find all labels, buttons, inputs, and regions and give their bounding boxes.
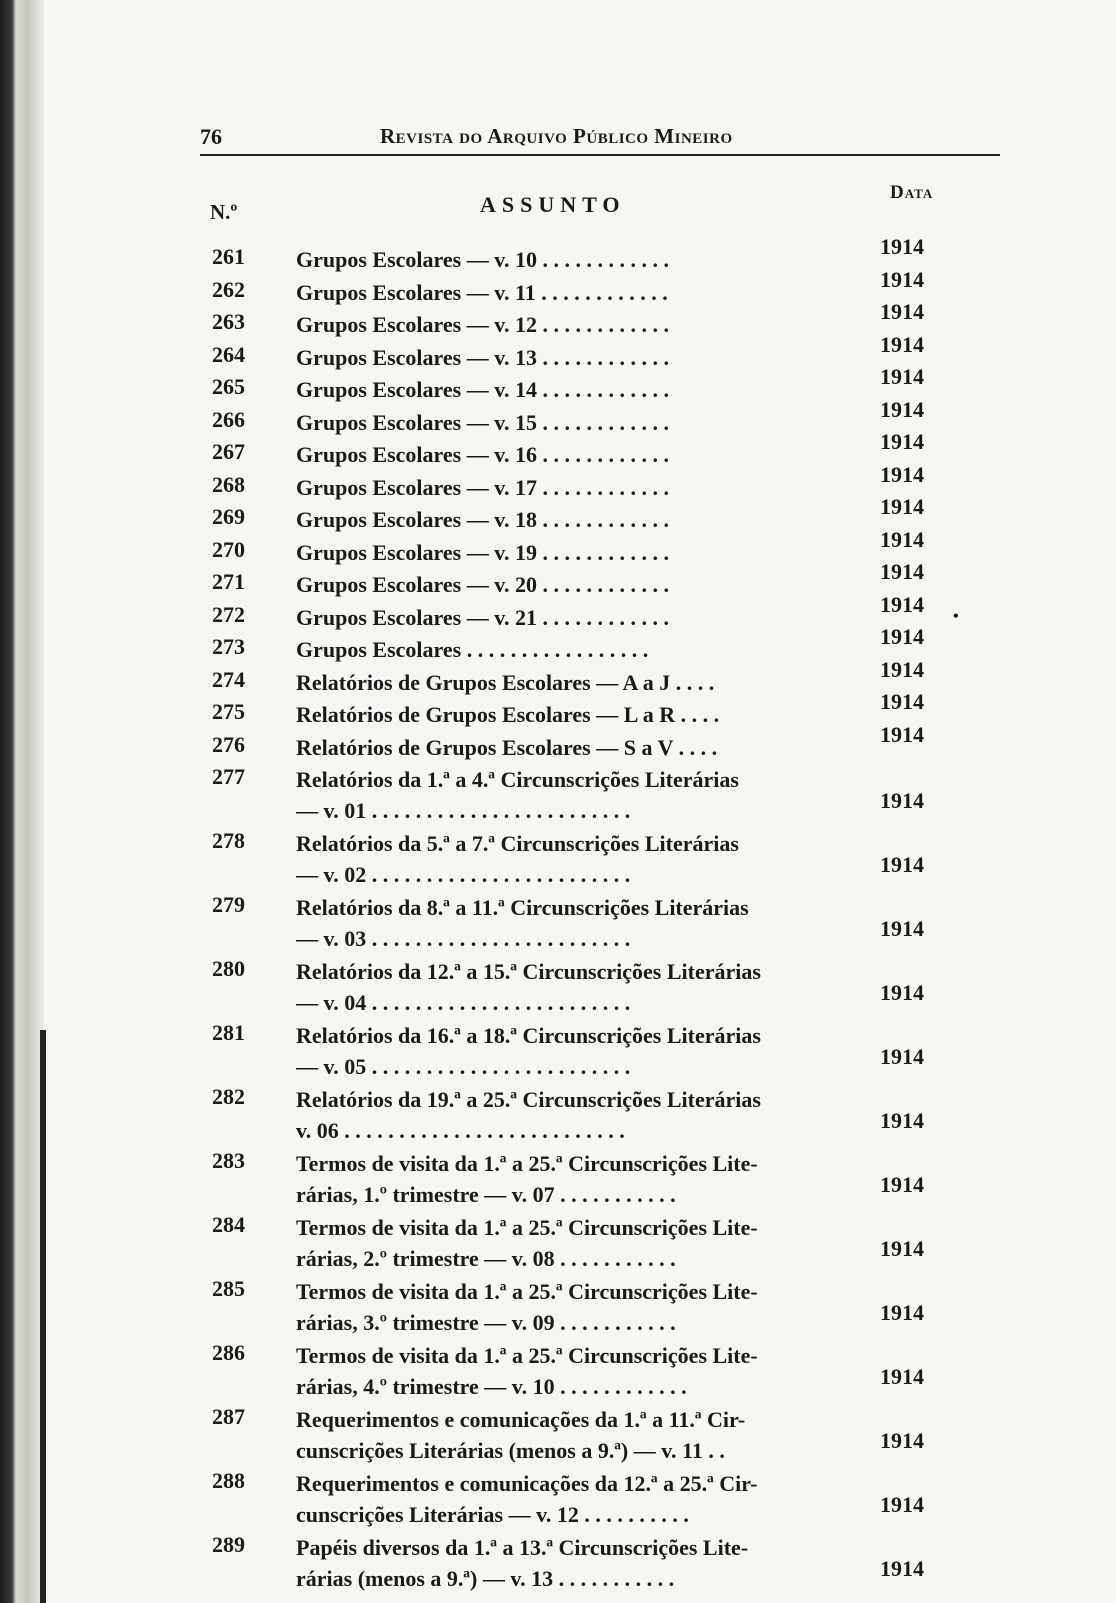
journal-title: Revista do Arquivo Público Mineiro [380, 124, 733, 148]
entry-subject-line: Grupos Escolares — v. 12 . . . . . . . . . . . . [296, 312, 670, 337]
entry-number: 289 [212, 1532, 245, 1557]
entry-number: 277 [212, 764, 245, 789]
entry-number: 285 [212, 1276, 245, 1301]
entry-date: 1914 [880, 980, 924, 1005]
entry-number: 283 [212, 1148, 245, 1173]
entry-subject-line: Grupos Escolares — v. 18 . . . . . . . . . . . . [296, 507, 670, 532]
entry-subject-line: Relatórios da 1.ª a 4.ª Circunscrições Literárias [296, 767, 739, 792]
entry-subject [296, 342, 876, 373]
entry-subject-line: Termos de visita da 1.ª a 25.ª Circunscrições Lite- [296, 1279, 758, 1304]
table-row [200, 1528, 1000, 1592]
entry-number: 268 [212, 471, 245, 497]
entry-subject-line: Relatórios da 16.ª a 18.ª Circunscrições Literárias [296, 1023, 761, 1048]
table-row [200, 721, 1000, 761]
entry-subject [296, 309, 876, 340]
entry-subject [296, 1468, 876, 1530]
entry-number: 286 [212, 1340, 245, 1365]
entry-subject-line: Requerimentos e comunicações da 1.ª a 11.ª Cir- [296, 1407, 746, 1432]
entry-number: 271 [212, 569, 245, 594]
entry-subject [296, 1532, 876, 1594]
entry-date: 1914 [880, 721, 924, 747]
entry-subject [296, 892, 876, 954]
entry-date: 1914 [880, 689, 924, 714]
table-row [200, 952, 1000, 1016]
column-header-date: Data [890, 182, 934, 203]
table-row [200, 888, 1000, 952]
entry-date: 1914 [880, 624, 924, 649]
entry-subject-line: — v. 01 . . . . . . . . . . . . . . . . . . . . . . . . [296, 798, 631, 823]
entry-subject-line: Grupos Escolares — v. 17 . . . . . . . . . . . . [296, 474, 670, 500]
entry-date: 1914 [880, 1492, 924, 1517]
table-row [200, 1144, 1000, 1208]
entry-subject-line: Grupos Escolares — v. 14 . . . . . . . . . . . . [296, 377, 670, 402]
table-row [200, 1080, 1000, 1144]
entry-date: 1914 [880, 656, 924, 682]
entry-subject [296, 1148, 876, 1210]
entry-subject-line: Relatórios de Grupos Escolares — L a R . . . . [296, 702, 720, 727]
entry-number: 276 [212, 731, 245, 757]
entry-date: 1914 [880, 461, 924, 487]
entry-date: 1914 [880, 1556, 924, 1581]
entry-subject [296, 472, 876, 503]
entry-subject [296, 699, 876, 730]
entry-number: 284 [212, 1212, 245, 1237]
entry-subject-line: Grupos Escolares — v. 13 . . . . . . . . . . . . [296, 344, 670, 370]
entry-number: 274 [212, 666, 245, 692]
entry-subject-line: Grupos Escolares — v. 20 . . . . . . . . . . . . [296, 572, 670, 597]
entry-date: 1914 [880, 396, 924, 422]
entry-date: 1914 [880, 916, 924, 941]
entry-subject-line: rárias, 1.º trimestre — v. 07 . . . . . . . . . . . [296, 1182, 676, 1207]
column-header-number: N.º [210, 200, 238, 224]
running-head [200, 120, 1000, 156]
entry-subject [296, 1212, 876, 1274]
marginal-mark: • [953, 608, 959, 625]
entry-number: 282 [212, 1084, 245, 1109]
entry-number: 278 [212, 828, 245, 853]
entry-subject [296, 828, 876, 890]
entry-subject [296, 1340, 876, 1402]
table-row [200, 1208, 1000, 1272]
entry-subject [296, 764, 876, 826]
entry-subject-line: rárias (menos a 9.ª) — v. 13 . . . . . . . . . . . [296, 1566, 675, 1591]
entry-subject-line: cunscrições Literárias — v. 12 . . . . . . . . . . [296, 1502, 689, 1527]
entry-subject [296, 1084, 876, 1146]
entry-subject [296, 1020, 876, 1082]
entry-date: 1914 [880, 364, 924, 389]
entry-number: 272 [212, 601, 245, 627]
entry-subject [296, 956, 876, 1018]
entry-subject [296, 569, 876, 600]
entry-subject [296, 439, 876, 470]
entry-number: 264 [212, 341, 245, 367]
entry-date: 1914 [880, 1172, 924, 1197]
entry-subject-line: Relatórios de Grupos Escolares — A a J . . . . [296, 669, 715, 695]
entry-date: 1914 [880, 429, 924, 454]
binding-shadow [40, 1030, 46, 1603]
entry-number: 288 [212, 1468, 245, 1493]
table-row [200, 824, 1000, 888]
entry-subject [296, 244, 876, 275]
entry-subject-line: rárias, 3.º trimestre — v. 09 . . . . . . . . . . . [296, 1310, 676, 1335]
entry-subject-line: Relatórios da 5.ª a 7.ª Circunscrições Literárias [296, 831, 739, 856]
entry-subject-line: Grupos Escolares — v. 21 . . . . . . . . . . . . [296, 604, 670, 630]
entry-subject-line: Grupos Escolares — v. 16 . . . . . . . . . . . . [296, 442, 670, 467]
entry-subject [296, 537, 876, 568]
entry-number: 279 [212, 892, 245, 917]
entry-subject-line: Requerimentos e comunicações da 12.ª a 25.ª Cir- [296, 1471, 758, 1496]
entry-number: 280 [212, 956, 245, 981]
entry-subject [296, 1276, 876, 1338]
entry-date: 1914 [880, 1236, 924, 1261]
entry-subject-line: Papéis diversos da 1.ª a 13.ª Circunscrições Lite- [296, 1535, 749, 1560]
table-row [200, 1400, 1000, 1464]
entry-number: 263 [212, 309, 245, 334]
entry-subject-line: — v. 04 . . . . . . . . . . . . . . . . . . . . . . . . [296, 990, 631, 1015]
entry-date: 1914 [880, 331, 924, 357]
entry-date: 1914 [880, 788, 924, 813]
entry-subject [296, 634, 876, 665]
entry-number: 287 [212, 1404, 245, 1429]
entry-date: 1914 [880, 1300, 924, 1325]
entry-subject [296, 407, 876, 438]
entry-number: 261 [212, 244, 245, 269]
entry-subject-line: Grupos Escolares — v. 11 . . . . . . . . . . . . [296, 279, 668, 305]
entry-number: 269 [212, 504, 245, 529]
entry-date: 1914 [880, 1044, 924, 1069]
entry-subject-line: Relatórios de Grupos Escolares — S a V . . . . [296, 734, 718, 760]
entry-date: 1914 [880, 234, 924, 259]
entry-date: 1914 [880, 299, 924, 324]
entry-number: 266 [212, 406, 245, 432]
entry-subject-line: Grupos Escolares — v. 10 . . . . . . . . . . . . [296, 247, 670, 272]
table-row [200, 1336, 1000, 1400]
entry-number: 273 [212, 634, 245, 659]
entry-subject-line: rárias, 2.º trimestre — v. 08 . . . . . . . . . . . [296, 1246, 676, 1271]
entry-subject [296, 1404, 876, 1466]
entry-subject-line: Relatórios da 12.ª a 15.ª Circunscrições Literárias [296, 959, 761, 984]
column-header [200, 182, 1000, 240]
entry-subject-line: v. 06 . . . . . . . . . . . . . . . . . . . . . . . . . . [296, 1118, 625, 1143]
entry-subject [296, 374, 876, 405]
entry-subject-line: — v. 03 . . . . . . . . . . . . . . . . . . . . . . . . [296, 926, 631, 951]
entry-subject-line: cunscrições Literárias (menos a 9.ª) — v. 11 . . [296, 1438, 725, 1463]
entry-subject-line: Termos de visita da 1.ª a 25.ª Circunscrições Lite- [296, 1215, 758, 1240]
entry-subject-line: Grupos Escolares — v. 15 . . . . . . . . . . . . [296, 409, 670, 435]
table-row [200, 1016, 1000, 1080]
entry-number: 270 [212, 536, 245, 562]
entry-number: 262 [212, 276, 245, 302]
entry-number: 281 [212, 1020, 245, 1045]
entry-number: 267 [212, 439, 245, 464]
entry-date: 1914 [880, 1108, 924, 1133]
entry-subject [296, 277, 876, 308]
entry-date: 1914 [880, 852, 924, 877]
entry-subject-line: Grupos Escolares — v. 19 . . . . . . . . . . . . [296, 539, 670, 565]
entries-table [200, 234, 1000, 1592]
entry-subject [296, 667, 876, 698]
entry-subject [296, 732, 876, 763]
entry-date: 1914 [880, 1364, 924, 1389]
table-row [200, 1272, 1000, 1336]
book-binding-edge [0, 0, 44, 1603]
entry-subject-line: Termos de visita da 1.ª a 25.ª Circunscrições Lite- [296, 1151, 758, 1176]
entry-subject-line: Relatórios da 8.ª a 11.ª Circunscrições Literárias [296, 895, 749, 920]
entry-number: 275 [212, 699, 245, 724]
column-header-subject: ASSUNTO [480, 192, 626, 217]
entry-date: 1914 [880, 1428, 924, 1453]
table-row [200, 1464, 1000, 1528]
entry-subject-line: — v. 02 . . . . . . . . . . . . . . . . . . . . . . . . [296, 862, 631, 887]
page-number: 76 [200, 124, 222, 149]
entry-subject-line: Termos de visita da 1.ª a 25.ª Circunscrições Lite- [296, 1343, 758, 1368]
entry-subject-line: Grupos Escolares . . . . . . . . . . . . . . . . . [296, 637, 649, 662]
entry-subject-line: rárias, 4.º trimestre — v. 10 . . . . . . . . . . . . [296, 1374, 687, 1399]
entry-subject [296, 602, 876, 633]
entry-number: 265 [212, 374, 245, 399]
document-page [200, 120, 1000, 1592]
entry-subject [296, 504, 876, 535]
entry-subject-line: — v. 05 . . . . . . . . . . . . . . . . . . . . . . . . [296, 1054, 631, 1079]
entry-subject-line: Relatórios da 19.ª a 25.ª Circunscrições Literárias [296, 1087, 761, 1112]
table-row [200, 760, 1000, 824]
entry-date: 1914 [880, 559, 924, 584]
entry-date: 1914 [880, 591, 924, 617]
entry-date: 1914 [880, 266, 924, 292]
entry-date: 1914 [880, 494, 924, 519]
entry-date: 1914 [880, 526, 924, 552]
